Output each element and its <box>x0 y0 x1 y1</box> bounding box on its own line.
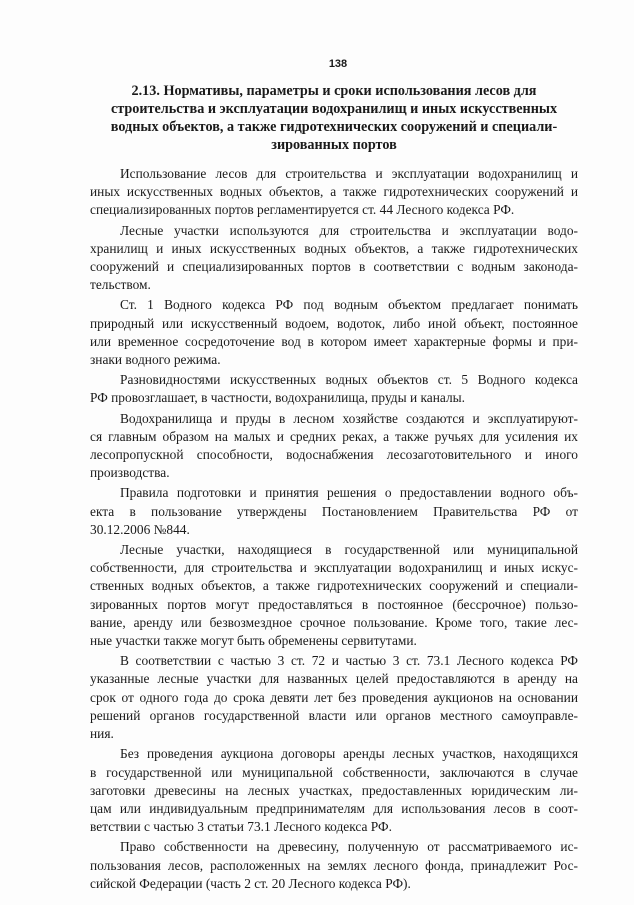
paragraph-line: Без проведения аукциона договоры аренды лесных участков, находящихся <box>120 746 578 762</box>
paragraph-line: Разновидностями искусственных водных объектов ст. 5 Водного кодекса <box>120 372 578 388</box>
paragraph-line: вание, аренду или безвозмездное срочное пользование. Кроме того, такие лес- <box>90 614 578 630</box>
paragraph-line: природный или искусственный водоем, водоток, либо иной объект, постоянное <box>90 315 578 331</box>
paragraph <box>90 165 578 220</box>
paragraph-line: ственных водных объектов, а также гидротехнических сооружений и специали- <box>90 578 578 594</box>
paragraph-line: специализированных портов регламентируется ст. 44 Лесного кодекса РФ. <box>90 202 515 218</box>
paragraph-line: собственности, для строительства и эксплуатации водохранилищ и иных искус- <box>90 560 578 576</box>
paragraph <box>90 484 578 539</box>
paragraph-line: в государственной или муниципальной собственности, заключаются в случае <box>90 764 578 780</box>
heading-line: зированных портов <box>271 137 397 153</box>
paragraph-line: Ст. 1 Водного кодекса РФ под водным объектом предлагает понимать <box>120 297 578 313</box>
paragraph-line: Правила подготовки и принятия решения о предоставлении водного объ- <box>120 485 578 501</box>
paragraph-line: 30.12.2006 №844. <box>90 521 190 537</box>
paragraph <box>90 745 578 836</box>
paragraph <box>90 222 578 295</box>
paragraph-line: тельством. <box>90 277 151 293</box>
paragraph-line: срок от одного года до срока девяти лет без проведения аукционов на основании <box>90 689 578 705</box>
paragraph <box>90 838 578 893</box>
paragraph-line: Водохранилища и пруды в лесном хозяйстве создаются и эксплуатируют- <box>120 410 578 426</box>
paragraph-line: В соответствии с частью 3 ст. 72 и частью 3 ст. 73.1 Лесного кодекса РФ <box>120 653 578 669</box>
paragraph-line: пользования лесов, расположенных на землях лесного фонда, принадлежит Рос- <box>90 857 578 873</box>
paragraph-line: екта в пользование утверждены Постановлением Правительства РФ от <box>90 503 578 519</box>
paragraph-line: иных искусственных водных объектов, а также гидротехнических сооружений и <box>90 184 578 200</box>
paragraph-line: указанные лесные участки для названных целей предоставляются в аренду на <box>90 671 578 687</box>
heading-line: водных объектов, а также гидротехнических сооружений и специали- <box>110 119 558 135</box>
page-number: 138 <box>328 58 348 70</box>
paragraph <box>90 541 578 650</box>
paragraph-line: Использование лесов для строительства и эксплуатации водохранилищ и <box>120 166 578 181</box>
body-text <box>90 165 578 893</box>
paragraph-line: лесопропускной способности, водоснабжения лесозаготовительного и иного <box>90 447 578 463</box>
paragraph-line: ные участки также могут быть обременены сервитутами. <box>90 633 417 649</box>
paragraph-line: ния. <box>90 726 114 742</box>
paragraph-line: зированных портов могут предоставляться в постоянное (бессрочное) пользо- <box>90 596 578 612</box>
paragraph-line: сийской Федерации (часть 2 ст. 20 Лесного кодекса РФ). <box>90 875 411 891</box>
paragraph-line: Лесные участки, находящиеся в государственной или муниципальной <box>120 542 578 558</box>
paragraph <box>90 371 578 407</box>
paragraph-line: ветствии с частью 3 статьи 73.1 Лесного кодекса РФ. <box>90 819 392 835</box>
paragraph <box>90 410 578 483</box>
section-heading <box>90 82 578 154</box>
paragraph-line: производства. <box>90 465 170 481</box>
paragraph-line: решений органов государственной власти или органов местного самоуправле- <box>90 707 578 723</box>
paragraph-line: Право собственности на древесину, полученную от рассматриваемого ис- <box>120 839 578 855</box>
paragraph-line: заготовки древесины на лесных участках, предоставленных юридическим ли- <box>90 782 578 798</box>
paragraph-line: цам или индивидуальным предпринимателям для использования лесов в соот- <box>90 800 578 816</box>
heading-line: 2.13. Нормативы, параметры и сроки использования лесов для <box>131 83 537 99</box>
paragraph-line: хранилищ и иных искусственных водных объектов, а также гидротехнических <box>90 240 578 256</box>
paragraph-line: ся главным образом на малых и средних реках, а также ручьях для усиления их <box>90 428 578 444</box>
paragraph-line: РФ провозглашает, в частности, водохранилища, пруды и каналы. <box>90 390 465 406</box>
paragraph-line: Лесные участки используются для строительства и эксплуатации водо- <box>120 222 578 238</box>
paragraph-line: или временное сосредоточение вод в котором имеет характерные формы и при- <box>90 333 578 349</box>
paragraph <box>90 296 578 369</box>
paragraph <box>90 652 578 743</box>
paragraph-line: сооружений и специализированных портов в соответствии с водным законода- <box>90 259 578 275</box>
paragraph-line: знаки водного режима. <box>90 352 221 368</box>
heading-line: строительства и эксплуатации водохранилищ и иных искусственных <box>110 101 558 117</box>
